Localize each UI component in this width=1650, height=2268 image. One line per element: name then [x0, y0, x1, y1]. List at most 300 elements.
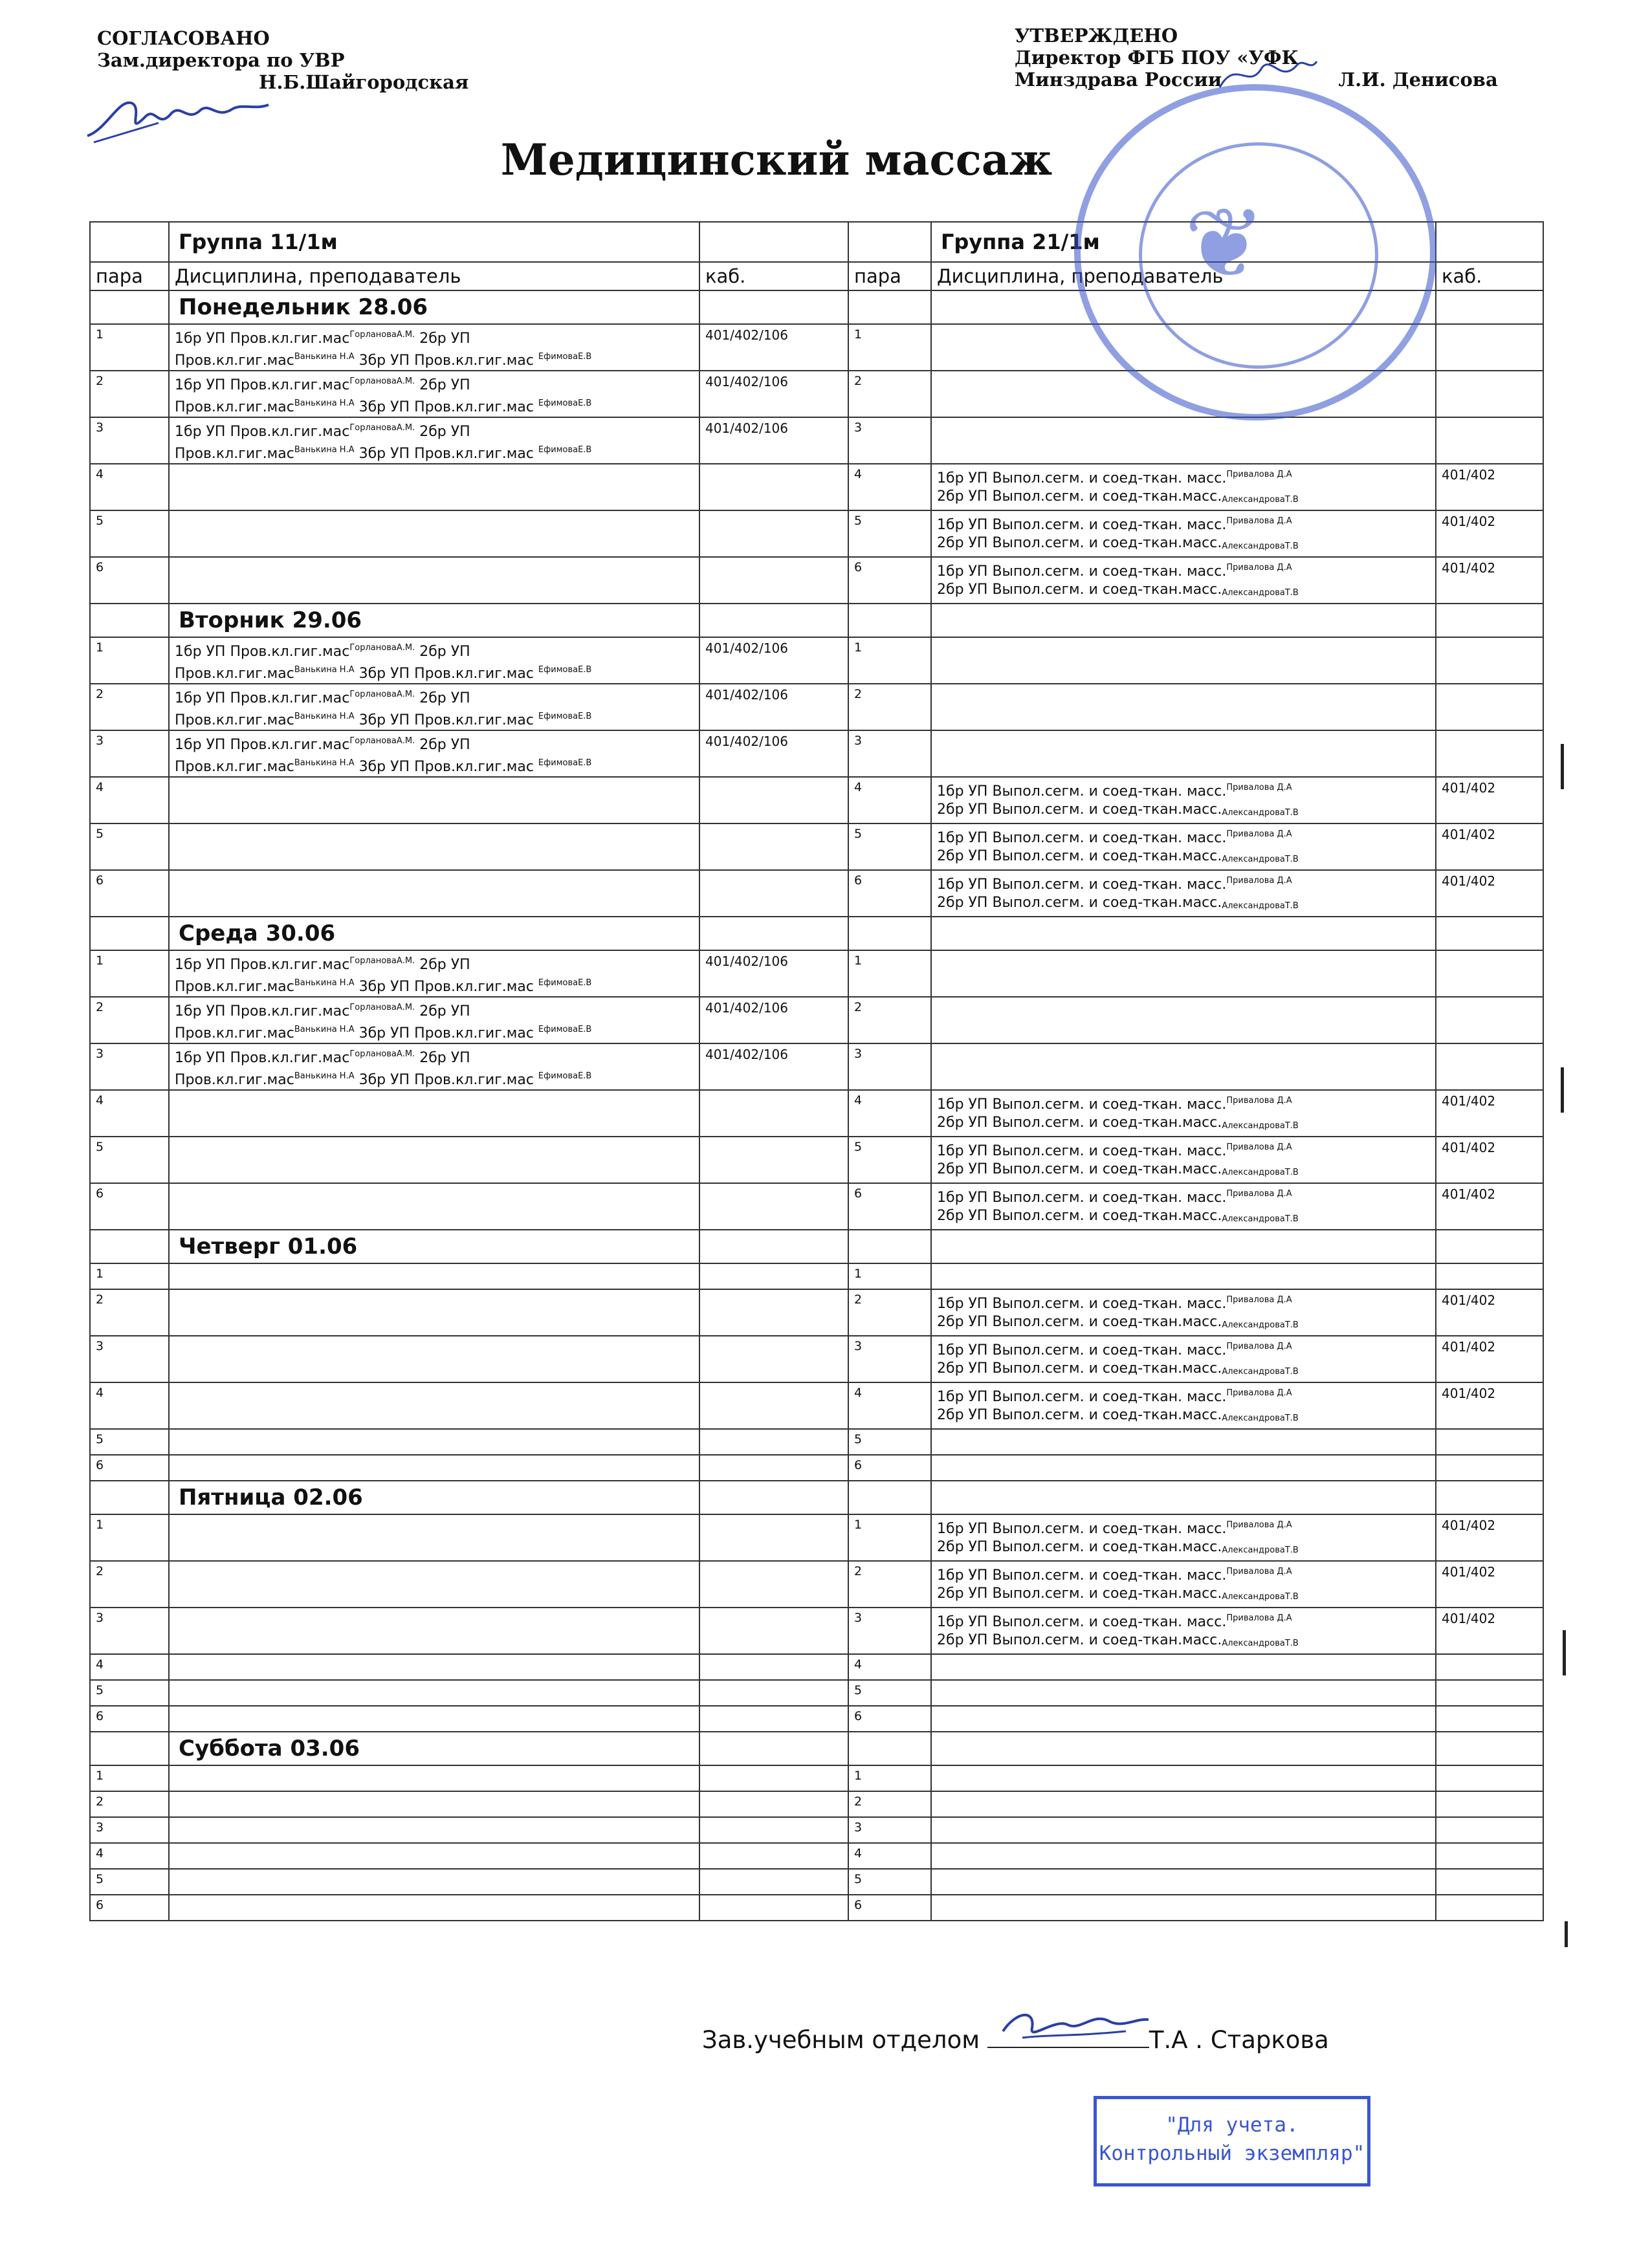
teacher-name: ЕфимоваЕ.В: [538, 1025, 592, 1034]
lesson-discipline-group2: [931, 1090, 1436, 1137]
lesson-room-group1: [699, 1869, 848, 1895]
discipline-text: 2бр УП Выпол.сегм. и соед-ткан.масс.: [937, 1407, 1222, 1423]
lesson-number-group2: 1: [848, 950, 931, 997]
lesson-room-group2: 401/402: [1436, 1608, 1543, 1654]
lesson-number-group2: 6: [848, 1183, 931, 1230]
discipline-text: 2бр УП Выпол.сегм. и соед-ткан.масс.: [937, 1208, 1222, 1224]
lesson-discipline-group1: [169, 1817, 699, 1843]
discipline-text: Пров.кл.гиг.мас: [175, 712, 294, 728]
lesson-discipline-group2: [931, 1382, 1436, 1429]
control-stamp-line2: Контрольный экземпляр": [1099, 2142, 1365, 2165]
lesson-room-group2: [1436, 1791, 1543, 1817]
day-spacer: [848, 1230, 931, 1263]
approval-heading: СОГЛАСОВАНО: [97, 27, 270, 49]
lesson-discipline-group2: [931, 1765, 1436, 1791]
lesson-discipline-group2: [931, 1680, 1436, 1706]
teacher-name: Привалова Д.А: [1226, 1613, 1292, 1623]
lesson-row: [90, 1843, 1543, 1869]
lesson-discipline-group1: [169, 1869, 699, 1895]
lesson-row: [90, 1680, 1543, 1706]
discipline-text: 3бр УП Пров.кл.гиг.мас: [354, 759, 538, 775]
discipline-text: 1бр УП Выпол.сегм. и соед-ткан. масс.: [937, 877, 1227, 893]
lesson-discipline-group2: [931, 777, 1436, 823]
teacher-name: Ванькина Н.А: [294, 1025, 355, 1034]
day-spacer: [699, 1481, 848, 1514]
lesson-number-group1: 3: [90, 1043, 169, 1090]
lesson-discipline-group2: [931, 997, 1436, 1043]
lesson-number-group2: 2: [848, 684, 931, 730]
teacher-name: ЕфимоваЕ.В: [538, 445, 592, 455]
header-discipline-2: Дисциплина, преподаватель: [931, 262, 1436, 290]
lesson-room-group2: [1436, 371, 1543, 417]
discipline-text: 2бр УП Выпол.сегм. и соед-ткан.масс.: [937, 1161, 1222, 1177]
teacher-name: АлександроваТ.В: [1222, 901, 1299, 911]
lesson-discipline-group2: [931, 557, 1436, 604]
day-spacer: [1436, 1230, 1543, 1263]
approval-director-name: Л.И. Денисова: [1338, 69, 1498, 91]
teacher-name: Ванькина Н.А: [294, 445, 355, 455]
lesson-discipline-group2: [931, 684, 1436, 730]
lesson-room-group1: [699, 1382, 848, 1429]
lesson-room-group1: [699, 823, 848, 870]
lesson-number-group2: 6: [848, 1455, 931, 1481]
lesson-discipline-group1: [169, 324, 699, 371]
lesson-discipline-group2: [931, 1791, 1436, 1817]
lesson-discipline-group2: [931, 1263, 1436, 1289]
lesson-room-group2: [1436, 417, 1543, 464]
discipline-text: 1бр УП Пров.кл.гиг.мас: [175, 690, 350, 706]
day-spacer: [1436, 290, 1543, 324]
header-room-2: каб.: [1436, 262, 1543, 290]
day-spacer: [931, 1481, 1436, 1514]
lesson-discipline-group1: [169, 777, 699, 823]
header-para-1: пара: [90, 262, 169, 290]
day-title: Суббота 03.06: [169, 1732, 699, 1765]
lesson-number-group2: 2: [848, 371, 931, 417]
lesson-room-group1: [699, 1765, 848, 1791]
lesson-number-group2: 4: [848, 1654, 931, 1680]
lesson-row: [90, 997, 1543, 1043]
lesson-number-group2: 3: [848, 1336, 931, 1382]
teacher-name: ГорлановаА.М.: [349, 376, 415, 386]
lesson-room-group2: [1436, 1895, 1543, 1921]
day-spacer: [931, 917, 1436, 950]
teacher-name: ЕфимоваЕ.В: [538, 665, 592, 675]
lesson-row: [90, 1765, 1543, 1791]
lesson-room-group2: 401/402: [1436, 1514, 1543, 1561]
discipline-text: 3бр УП Пров.кл.гиг.мас: [354, 353, 538, 369]
lesson-row: [90, 950, 1543, 997]
teacher-name: ГорлановаА.М.: [349, 330, 415, 340]
lesson-discipline-group2: [931, 1336, 1436, 1382]
discipline-text: 3бр УП Пров.кл.гиг.мас: [354, 446, 538, 462]
discipline-text: 1бр УП Выпол.сегм. и соед-ткан. масс.: [937, 563, 1227, 580]
lesson-number-group2: 3: [848, 417, 931, 464]
lesson-discipline-group2: [931, 1183, 1436, 1230]
lesson-number-group1: 2: [90, 371, 169, 417]
lesson-discipline-group2: [931, 510, 1436, 557]
lesson-discipline-group1: [169, 557, 699, 604]
lesson-discipline-group1: [169, 1514, 699, 1561]
teacher-name: Привалова Д.А: [1226, 1342, 1292, 1351]
teacher-name: ГорлановаА.М.: [349, 643, 415, 653]
round-seal: [1074, 84, 1436, 420]
lesson-row: [90, 1895, 1543, 1921]
teacher-name: АлександроваТ.В: [1222, 1214, 1299, 1224]
lesson-room-group1: 401/402/106: [699, 371, 848, 417]
lesson-room-group2: 401/402: [1436, 823, 1543, 870]
lesson-number-group2: 4: [848, 1090, 931, 1137]
lesson-room-group2: 401/402: [1436, 1183, 1543, 1230]
lesson-row: [90, 1183, 1543, 1230]
group-2-title: Группа 21/1м: [931, 222, 1436, 262]
lesson-number-group2: 4: [848, 464, 931, 510]
lesson-discipline-group2: [931, 730, 1436, 777]
lesson-number-group2: 1: [848, 1263, 931, 1289]
lesson-number-group1: 5: [90, 510, 169, 557]
approval-ministry: Минздрава России: [1015, 69, 1222, 91]
lesson-number-group2: 6: [848, 557, 931, 604]
day-spacer: [699, 1732, 848, 1765]
discipline-text: 2бр УП Выпол.сегм. и соед-ткан.масс.: [937, 535, 1222, 551]
teacher-name: ГорлановаА.М.: [349, 736, 415, 746]
lesson-room-group1: [699, 1289, 848, 1336]
discipline-text: 1бр УП Выпол.сегм. и соед-ткан. масс.: [937, 470, 1227, 486]
day-spacer: [90, 290, 169, 324]
teacher-name: Ванькина Н.А: [294, 978, 355, 988]
lesson-discipline-group1: [169, 684, 699, 730]
day-spacer: [1436, 604, 1543, 637]
discipline-text: 2бр УП Выпол.сегм. и соед-ткан.масс.: [937, 1539, 1222, 1555]
teacher-name: АлександроваТ.В: [1222, 1545, 1299, 1555]
discipline-text: 1бр УП Выпол.сегм. и соед-ткан. масс.: [937, 1567, 1227, 1584]
signature-director: [1216, 52, 1320, 97]
lesson-discipline-group1: [169, 1137, 699, 1183]
day-spacer: [931, 604, 1436, 637]
scan-edge-mark: [1561, 1067, 1564, 1113]
lesson-number-group2: 6: [848, 1706, 931, 1732]
teacher-name: ЕфимоваЕ.В: [538, 352, 592, 362]
day-row: [90, 604, 1543, 637]
header-para-2: пара: [848, 262, 931, 290]
lesson-discipline-group2: [931, 1706, 1436, 1732]
eagle-emblem-icon: ❦: [1184, 188, 1266, 300]
signature-footer: [996, 1999, 1152, 2051]
approval-block-left: [97, 27, 468, 93]
lesson-room-group1: 401/402/106: [699, 684, 848, 730]
lesson-discipline-group1: [169, 1382, 699, 1429]
discipline-text: Пров.кл.гиг.мас: [175, 1072, 294, 1088]
header-discipline-1: Дисциплина, преподаватель: [169, 262, 699, 290]
lesson-number-group1: 4: [90, 1654, 169, 1680]
day-spacer: [699, 604, 848, 637]
lesson-discipline-group1: [169, 1289, 699, 1336]
lesson-number-group1: 6: [90, 870, 169, 917]
group-spacer: [1436, 222, 1543, 262]
lesson-number-group1: 3: [90, 1608, 169, 1654]
teacher-name: ЕфимоваЕ.В: [538, 1071, 592, 1081]
lesson-row: [90, 1791, 1543, 1817]
lesson-room-group1: [699, 870, 848, 917]
discipline-text: Пров.кл.гиг.мас: [175, 979, 294, 995]
discipline-text: 1бр УП Пров.кл.гиг.мас: [175, 377, 350, 393]
discipline-text: Пров.кл.гиг.мас: [175, 1025, 294, 1041]
lesson-number-group1: 6: [90, 1706, 169, 1732]
lesson-discipline-group2: [931, 1514, 1436, 1561]
teacher-name: Привалова Д.А: [1226, 516, 1292, 526]
lesson-discipline-group2: [931, 1289, 1436, 1336]
day-row: [90, 1481, 1543, 1514]
teacher-name: Привалова Д.А: [1226, 1295, 1292, 1305]
lesson-room-group1: [699, 1514, 848, 1561]
lesson-row: [90, 417, 1543, 464]
lesson-number-group1: 4: [90, 1843, 169, 1869]
discipline-text: Пров.кл.гиг.мас: [175, 446, 294, 462]
lesson-discipline-group1: [169, 1608, 699, 1654]
lesson-discipline-group1: [169, 1654, 699, 1680]
lesson-discipline-group1: [169, 1090, 699, 1137]
lesson-number-group1: 3: [90, 1336, 169, 1382]
teacher-name: АлександроваТ.В: [1222, 588, 1299, 598]
lesson-room-group2: [1436, 730, 1543, 777]
lesson-discipline-group1: [169, 950, 699, 997]
lesson-discipline-group1: [169, 730, 699, 777]
scan-edge-mark: [1563, 1630, 1566, 1675]
teacher-name: АлександроваТ.В: [1222, 1121, 1299, 1131]
discipline-text: 1бр УП Пров.кл.гиг.мас: [175, 644, 350, 660]
approval-person: Н.Б.Шайгородская: [259, 71, 469, 93]
teacher-name: Привалова Д.А: [1226, 1520, 1292, 1530]
discipline-text: 1бр УП Выпол.сегм. и соед-ткан. масс.: [937, 1296, 1227, 1312]
lesson-room-group1: [699, 1561, 848, 1608]
discipline-text: 1бр УП Выпол.сегм. и соед-ткан. масс.: [937, 517, 1227, 533]
discipline-text: Пров.кл.гиг.мас: [175, 353, 294, 369]
lesson-room-group2: [1436, 1043, 1543, 1090]
discipline-text: 2бр УП Выпол.сегм. и соед-ткан.масс.: [937, 1115, 1222, 1131]
lesson-discipline-group2: [931, 1561, 1436, 1608]
lesson-discipline-group1: [169, 1183, 699, 1230]
lesson-room-group2: [1436, 1765, 1543, 1791]
day-spacer: [1436, 1481, 1543, 1514]
lesson-discipline-group2: [931, 1817, 1436, 1843]
lesson-discipline-group1: [169, 1791, 699, 1817]
lesson-number-group1: 3: [90, 730, 169, 777]
lesson-number-group2: 6: [848, 870, 931, 917]
lesson-number-group1: 2: [90, 997, 169, 1043]
teacher-name: АлександроваТ.В: [1222, 855, 1299, 864]
day-spacer: [699, 1230, 848, 1263]
lesson-discipline-group1: [169, 1043, 699, 1090]
lesson-number-group2: 2: [848, 1561, 931, 1608]
lesson-number-group1: 2: [90, 1561, 169, 1608]
discipline-text: 1бр УП Пров.кл.гиг.мас: [175, 957, 350, 973]
lesson-discipline-group2: [931, 637, 1436, 684]
control-copy-stamp: [1094, 2096, 1370, 2186]
discipline-text: 2бр УП: [415, 690, 470, 706]
discipline-text: 3бр УП Пров.кл.гиг.мас: [354, 399, 538, 415]
lesson-room-group1: [699, 1680, 848, 1706]
lesson-row: [90, 1382, 1543, 1429]
lesson-number-group2: 5: [848, 1869, 931, 1895]
discipline-text: 2бр УП: [415, 424, 470, 440]
lesson-number-group1: 5: [90, 1680, 169, 1706]
lesson-room-group1: [699, 1336, 848, 1382]
lesson-room-group2: [1436, 684, 1543, 730]
lesson-discipline-group2: [931, 823, 1436, 870]
lesson-discipline-group2: [931, 464, 1436, 510]
discipline-text: 3бр УП Пров.кл.гиг.мас: [354, 712, 538, 728]
lesson-number-group1: 6: [90, 557, 169, 604]
lesson-room-group1: [699, 1817, 848, 1843]
teacher-name: Привалова Д.А: [1226, 783, 1292, 792]
header-room-1: каб.: [699, 262, 848, 290]
teacher-name: Привалова Д.А: [1226, 1142, 1292, 1152]
lesson-room-group1: [699, 1706, 848, 1732]
discipline-text: Пров.кл.гиг.мас: [175, 666, 294, 682]
discipline-text: 2бр УП Выпол.сегм. и соед-ткан.масс.: [937, 1314, 1222, 1330]
discipline-text: Пров.кл.гиг.мас: [175, 759, 294, 775]
lesson-discipline-group1: [169, 1263, 699, 1289]
day-spacer: [931, 1732, 1436, 1765]
lesson-discipline-group1: [169, 464, 699, 510]
lesson-number-group2: 3: [848, 1817, 931, 1843]
lesson-room-group1: [699, 1429, 848, 1455]
lesson-number-group1: 1: [90, 950, 169, 997]
lesson-discipline-group1: [169, 417, 699, 464]
teacher-name: Привалова Д.А: [1226, 1096, 1292, 1106]
lesson-discipline-group1: [169, 997, 699, 1043]
teacher-name: АлександроваТ.В: [1222, 541, 1299, 551]
lesson-number-group2: 5: [848, 1137, 931, 1183]
teacher-name: Привалова Д.А: [1226, 876, 1292, 886]
lesson-number-group2: 3: [848, 730, 931, 777]
lesson-discipline-group1: [169, 1455, 699, 1481]
day-title: Вторник 29.06: [169, 604, 699, 637]
lesson-number-group2: 3: [848, 1608, 931, 1654]
lesson-number-group2: 2: [848, 1289, 931, 1336]
lesson-room-group1: [699, 1791, 848, 1817]
lesson-room-group2: [1436, 950, 1543, 997]
lesson-discipline-group1: [169, 371, 699, 417]
discipline-text: 1бр УП Выпол.сегм. и соед-ткан. масс.: [937, 1190, 1227, 1206]
day-spacer: [1436, 1732, 1543, 1765]
lesson-number-group1: 2: [90, 1791, 169, 1817]
lesson-discipline-group2: [931, 1843, 1436, 1869]
lesson-discipline-group2: [931, 1429, 1436, 1455]
lesson-discipline-group2: [931, 1869, 1436, 1895]
lesson-discipline-group2: [931, 1895, 1436, 1921]
lesson-discipline-group1: [169, 510, 699, 557]
discipline-text: 1бр УП Выпол.сегм. и соед-ткан. масс.: [937, 830, 1227, 846]
lesson-discipline-group1: [169, 870, 699, 917]
discipline-text: 1бр УП Выпол.сегм. и соед-ткан. масс.: [937, 1096, 1227, 1113]
lesson-number-group1: 4: [90, 464, 169, 510]
teacher-name: Ванькина Н.А: [294, 758, 355, 768]
lesson-room-group2: [1436, 1706, 1543, 1732]
lesson-room-group1: 401/402/106: [699, 730, 848, 777]
lesson-room-group1: [699, 557, 848, 604]
lesson-room-group2: [1436, 1429, 1543, 1455]
lesson-row: [90, 1289, 1543, 1336]
lesson-discipline-group1: [169, 1765, 699, 1791]
day-spacer: [90, 1230, 169, 1263]
group-1-title: Группа 11/1м: [169, 222, 699, 262]
teacher-name: Привалова Д.А: [1226, 563, 1292, 572]
teacher-name: Ванькина Н.А: [294, 665, 355, 675]
lesson-row: [90, 823, 1543, 870]
lesson-room-group1: [699, 1608, 848, 1654]
lesson-number-group2: 4: [848, 777, 931, 823]
lesson-room-group2: [1436, 997, 1543, 1043]
day-row: [90, 1732, 1543, 1765]
lesson-number-group1: 1: [90, 1514, 169, 1561]
discipline-text: 1бр УП Выпол.сегм. и соед-ткан. масс.: [937, 1389, 1227, 1405]
discipline-text: 2бр УП: [415, 1050, 470, 1066]
lesson-row: [90, 1043, 1543, 1090]
lesson-room-group1: [699, 1090, 848, 1137]
lesson-discipline-group1: [169, 1843, 699, 1869]
lesson-room-group2: [1436, 1869, 1543, 1895]
lesson-number-group1: 1: [90, 324, 169, 371]
teacher-name: ГорлановаА.М.: [349, 423, 415, 433]
lesson-room-group2: 401/402: [1436, 777, 1543, 823]
lesson-discipline-group1: [169, 1895, 699, 1921]
lesson-row: [90, 1514, 1543, 1561]
teacher-name: ЕфимоваЕ.В: [538, 398, 592, 408]
discipline-text: 2бр УП Выпол.сегм. и соед-ткан.масс.: [937, 1632, 1222, 1648]
discipline-text: 2бр УП Выпол.сегм. и соед-ткан.масс.: [937, 801, 1222, 818]
lesson-discipline-group2: [931, 417, 1436, 464]
lesson-row: [90, 1869, 1543, 1895]
lesson-row: [90, 510, 1543, 557]
lesson-number-group1: 4: [90, 1382, 169, 1429]
lesson-discipline-group2: [931, 1654, 1436, 1680]
discipline-text: 1бр УП Пров.кл.гиг.мас: [175, 737, 350, 753]
lesson-room-group1: 401/402/106: [699, 637, 848, 684]
lesson-room-group1: [699, 1843, 848, 1869]
lesson-room-group2: 401/402: [1436, 1137, 1543, 1183]
day-spacer: [848, 604, 931, 637]
teacher-name: АлександроваТ.В: [1222, 1168, 1299, 1177]
lesson-row: [90, 1654, 1543, 1680]
scan-edge-mark: [1565, 1921, 1568, 1947]
teacher-name: ЕфимоваЕ.В: [538, 758, 592, 768]
discipline-text: Пров.кл.гиг.мас: [175, 399, 294, 415]
lesson-discipline-group1: [169, 1429, 699, 1455]
scan-edge-mark: [1561, 744, 1564, 789]
lesson-number-group2: 1: [848, 1765, 931, 1791]
group-spacer: [848, 222, 931, 262]
lesson-room-group2: [1436, 1843, 1543, 1869]
lesson-discipline-group1: [169, 823, 699, 870]
lesson-room-group2: 401/402: [1436, 510, 1543, 557]
group-spacer: [699, 222, 848, 262]
lesson-discipline-group1: [169, 1561, 699, 1608]
lesson-number-group2: 5: [848, 1429, 931, 1455]
lesson-row: [90, 1090, 1543, 1137]
lesson-number-group2: 1: [848, 324, 931, 371]
lesson-row: [90, 1429, 1543, 1455]
lesson-number-group2: 1: [848, 1514, 931, 1561]
lesson-number-group1: 4: [90, 777, 169, 823]
lesson-number-group1: 1: [90, 1765, 169, 1791]
lesson-room-group1: [699, 1263, 848, 1289]
teacher-name: АлександроваТ.В: [1222, 1592, 1299, 1602]
lesson-row: [90, 1336, 1543, 1382]
discipline-text: 1бр УП Пров.кл.гиг.мас: [175, 424, 350, 440]
teacher-name: Привалова Д.А: [1226, 1567, 1292, 1576]
lesson-row: [90, 1608, 1543, 1654]
